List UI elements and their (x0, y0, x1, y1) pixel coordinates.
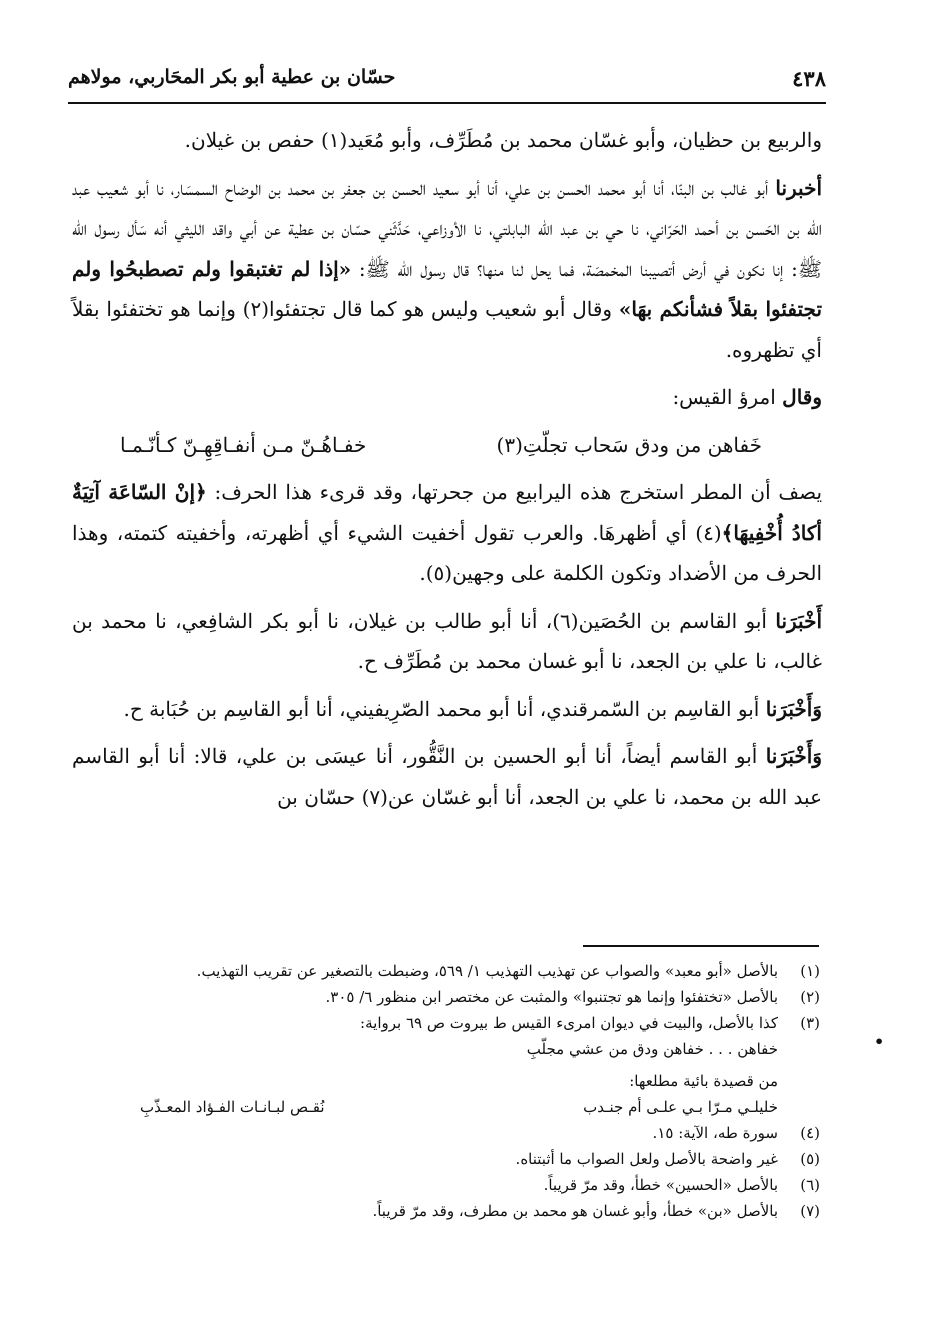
paragraph-5: أَخْبَرَنا أبو القاسم بن الحُصَين(٦)، أنا أبو طالب بن غيلان، نا أبو بكر الشافِعي، نا محمد بن غالب، نا علي بن الجعد، نا أبو غسان محمد بن مُطَرِّف ح. (72, 608, 822, 673)
footnote-1: (١) بالأصل «أبو معبد» والصواب عن تهذيب التهذيب ١/ ٥٦٩، وضبطت بالتصغير عن تقريب التهذيب. (196, 962, 820, 980)
paragraph-1: والربيع بن حظيان، وأبو غسّان محمد بن مُطَرِّف، وأبو مُعَيد(١) حفص بن غيلان. (184, 128, 822, 152)
footnote-2: (٢) بالأصل «تختفئوا وإنما هو تجتنبوا» والمثبت عن مختصر ابن منظور ٦/ ٣٠٥. (325, 988, 820, 1006)
footnote-7: (٧) بالأصل «بن» خطأ، وأبو غسان هو محمد بن مطرف، وقد مرّ قريباً. (372, 1202, 820, 1220)
footnote-6: (٦) بالأصل «الحسين» خطأ، وقد مرّ قريباً. (543, 1176, 820, 1194)
footnote-3: (٣) كذا بالأصل، والبيت في ديوان امرىء القيس ط بيروت ص ٦٩ برواية: (360, 1014, 820, 1032)
keyword-qala: وقال (782, 385, 822, 409)
paragraph-6: وَأَخْبَرَنا أبو القاسِم بن السّمرقندي، أنا أبو محمد الصّرِيفيني، أنا أبو القاسِم بن حُبَابة ح. (123, 696, 822, 721)
quran-quote: ﴿إنْ السّاعَة آتِيَةٌ أكادُ أُخْفِيهَا﴾ (72, 480, 822, 545)
keyword-wa-akhbarana: وَأَخْبَرَنا (765, 744, 822, 768)
hadith-quote: «إذا لم تغتبقوا ولم تصطبحُوا ولم تجتفئوا بقلاً فشأنكم بهَا» (72, 256, 823, 321)
footnote-divider (583, 945, 819, 947)
paragraph-7: وَأَخْبَرَنا أبو القاسم أيضاً، أنا أبو الحسين بن النَّقُّور، أنا عيسَى بن علي، قالا: أنا أبو القاسم عبد الله بن محمد، نا علي بن الجعد، أنا أبو غسّان عن(٧) حسّان بن (72, 744, 822, 809)
paragraph-3: وقال امرؤ القيس: (672, 385, 822, 409)
main-text (72, 120, 822, 824)
verse-second-hemistich: خَفاهن من ودق سَحاب تجلّتِ(٣) (496, 432, 762, 457)
footnote-3-intro: من قصيدة بائية مطلعها: (629, 1072, 778, 1090)
keyword-akhbarana: أخبرنا (775, 175, 822, 200)
margin-mark: • (874, 1032, 885, 1051)
footnote-5: (٥) غير واضحة بالأصل ولعل الصواب ما أثبتناه. (515, 1150, 820, 1168)
paragraph-2: أخبرنا أبو غالب بن البنّا، أنا أبو محمد الحسن بن علي، أنا أبو سعيد الحسن بن جعفر بن محمد بن الوضاح السمسَار، نا أبو شعيب عبد الله بن الحَسن بن أحمد الحَرّاني، نا حي بن عبد الله البابلتي، نا الأوزاعي، حَدَّثَني حسّان بن عطية عن أبي واقد الليثي أنه سَأل رسول الله ﷺ: إنا نكون في أرض أتصيبنا المخمصَة، فما يحل لنا منها؟ قال رسول الله ﷺ: «إذا لم تغتبقوا ولم تصطبحُوا ولم تجتفئوا بقلاً فشأنكم بهَا» وقال أبو شعيب وليس هو كما قال تجتفئوا(٢) وإنما هو تختفئوا بقلاً أي تظهروه. (72, 175, 823, 362)
paragraph-4: يصف أن المطر استخرج هذه اليرابيع من جحرتها، وقد قرىء هذا الحرف: ﴿إنْ السّاعَة آتِيَةٌ أكادُ أُخْفِيهَا﴾(٤) أي أظهرهَا. والعرب تقول أخفيت الشيء أي أظهرته، وأخفيته كتمته، وهذا الحرف من الأضداد وتكون الكلمة على وجهين(٥). (72, 480, 823, 585)
footnotes (120, 958, 820, 1224)
opening-verse-second-hemistich: نُقـص لبـانـات الفـؤاد المعـذّبِ (140, 1098, 325, 1116)
keyword-akhbarana: أَخْبَرَنا (775, 608, 822, 633)
footnote-3-opening-verse (120, 1094, 820, 1120)
footnote-4: (٤) سورة طه، الآية: ١٥. (652, 1124, 820, 1142)
poem-verse (72, 425, 822, 466)
footnote-3-verse: خفاهن . . . خفاهن ودق من عشي مجلّبِ (526, 1040, 778, 1058)
opening-verse-first-hemistich: خليلـي مـرّا بـي علـى أم جنـدب (583, 1098, 778, 1116)
page-header (68, 58, 826, 104)
running-title: حسّان بن عطية أبو بكر المحَاربي، مولاهم (68, 66, 396, 88)
verse-first-hemistich: خفـاهُـنّ مـن أنفـاقِهِـنّ كـأنّـمـا (120, 432, 367, 457)
keyword-wa-akhbarana: وَأَخْبَرَنا (765, 696, 822, 721)
page-number: ٤٣٨ (792, 66, 826, 91)
